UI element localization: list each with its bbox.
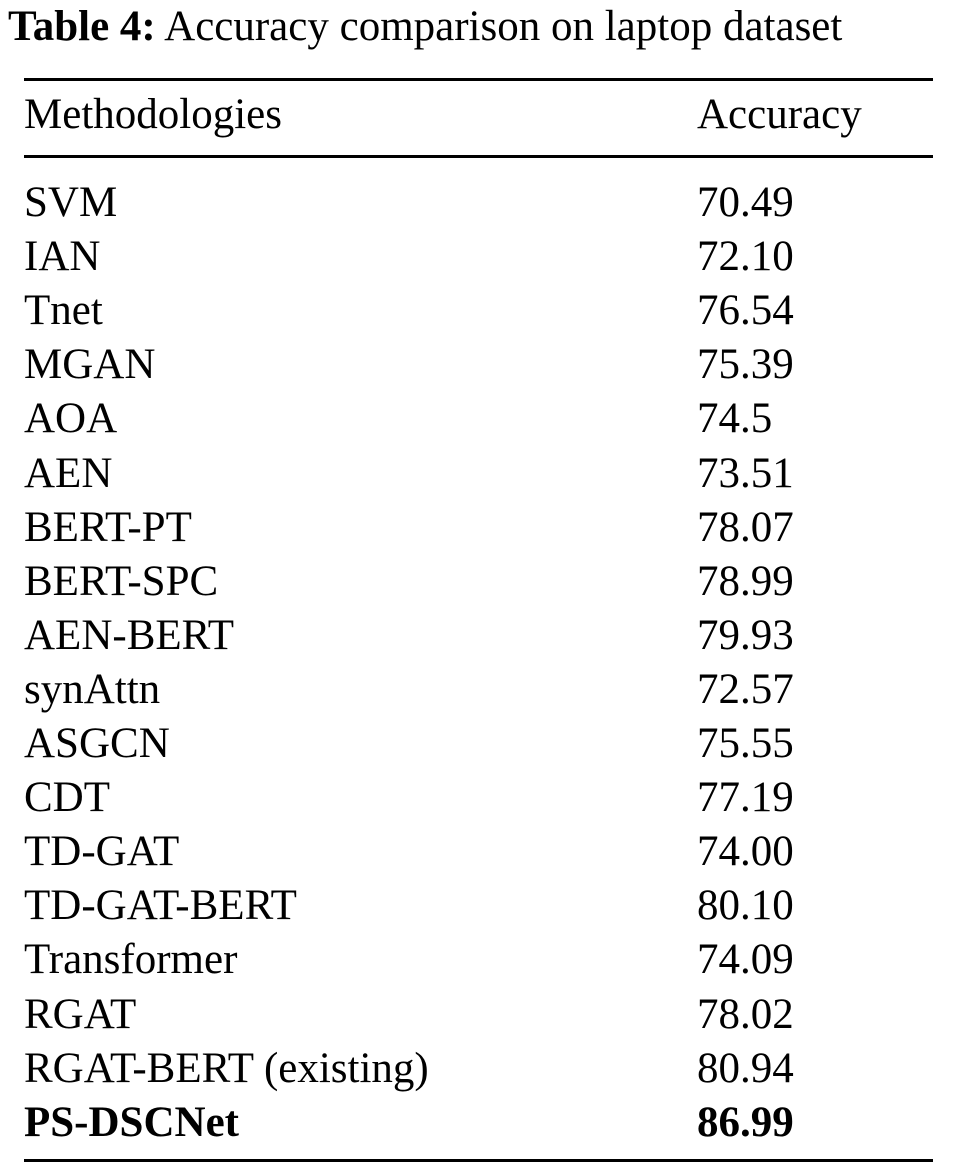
table-bottom-rule bbox=[24, 1159, 933, 1162]
method-cell: ASGCN bbox=[24, 720, 170, 767]
table-row bbox=[0, 1096, 958, 1150]
accuracy-cell: 73.51 bbox=[697, 449, 794, 497]
accuracy-cell: 76.54 bbox=[697, 287, 794, 335]
table-row bbox=[0, 879, 958, 933]
table-row bbox=[0, 284, 958, 338]
table-caption-text: Accuracy comparison on laptop dataset bbox=[164, 3, 843, 50]
table-row bbox=[0, 663, 958, 717]
table-row bbox=[0, 825, 958, 879]
table-caption-label: Table 4: bbox=[8, 3, 156, 50]
method-cell: synAttn bbox=[24, 665, 161, 713]
table-header-row bbox=[0, 88, 958, 142]
table-row bbox=[0, 1042, 958, 1096]
table-row bbox=[0, 392, 958, 446]
method-cell: AEN bbox=[24, 449, 113, 497]
method-cell: PS-DSCNet bbox=[24, 1098, 239, 1146]
table-top-rule bbox=[24, 78, 933, 81]
method-cell: RGAT bbox=[24, 990, 137, 1038]
table-row bbox=[0, 230, 958, 284]
accuracy-cell: 70.49 bbox=[697, 179, 794, 226]
accuracy-cell: 77.19 bbox=[697, 774, 794, 822]
method-cell: IAN bbox=[24, 233, 101, 281]
table-header-rule bbox=[24, 155, 933, 158]
method-cell: Tnet bbox=[24, 287, 103, 335]
method-cell: BERT-PT bbox=[24, 503, 192, 551]
accuracy-cell: 74.5 bbox=[697, 395, 773, 443]
header-methodologies: Methodologies bbox=[24, 91, 282, 138]
table-row bbox=[0, 176, 958, 230]
method-cell: Transformer bbox=[24, 936, 238, 984]
accuracy-cell: 74.09 bbox=[697, 936, 794, 984]
table-row bbox=[0, 338, 958, 392]
method-cell: SVM bbox=[24, 179, 118, 226]
table-row bbox=[0, 988, 958, 1042]
accuracy-cell: 78.07 bbox=[697, 503, 794, 551]
table-row bbox=[0, 717, 958, 771]
table-caption bbox=[8, 2, 953, 52]
accuracy-cell: 75.55 bbox=[697, 720, 794, 767]
accuracy-cell: 78.99 bbox=[697, 557, 794, 605]
accuracy-cell: 72.10 bbox=[697, 233, 794, 281]
method-cell: AOA bbox=[24, 395, 118, 443]
method-cell: AEN-BERT bbox=[24, 611, 235, 659]
accuracy-cell: 79.93 bbox=[697, 611, 794, 659]
table-row bbox=[0, 447, 958, 501]
method-cell: MGAN bbox=[24, 341, 156, 389]
method-cell: TD-GAT-BERT bbox=[24, 882, 297, 930]
table-row bbox=[0, 555, 958, 609]
accuracy-cell: 75.39 bbox=[697, 341, 794, 389]
table-row bbox=[0, 609, 958, 663]
table-row bbox=[0, 933, 958, 987]
accuracy-cell: 80.94 bbox=[697, 1044, 794, 1092]
accuracy-cell: 74.00 bbox=[697, 828, 794, 876]
header-accuracy: Accuracy bbox=[697, 91, 862, 138]
accuracy-cell: 78.02 bbox=[697, 990, 794, 1038]
accuracy-cell: 86.99 bbox=[697, 1098, 794, 1146]
table-row bbox=[0, 771, 958, 825]
method-cell: TD-GAT bbox=[24, 828, 180, 876]
method-cell: CDT bbox=[24, 774, 110, 822]
accuracy-cell: 80.10 bbox=[697, 882, 794, 930]
accuracy-cell: 72.57 bbox=[697, 665, 794, 713]
table-row bbox=[0, 501, 958, 555]
method-cell: RGAT-BERT (existing) bbox=[24, 1044, 429, 1092]
method-cell: BERT-SPC bbox=[24, 557, 219, 605]
